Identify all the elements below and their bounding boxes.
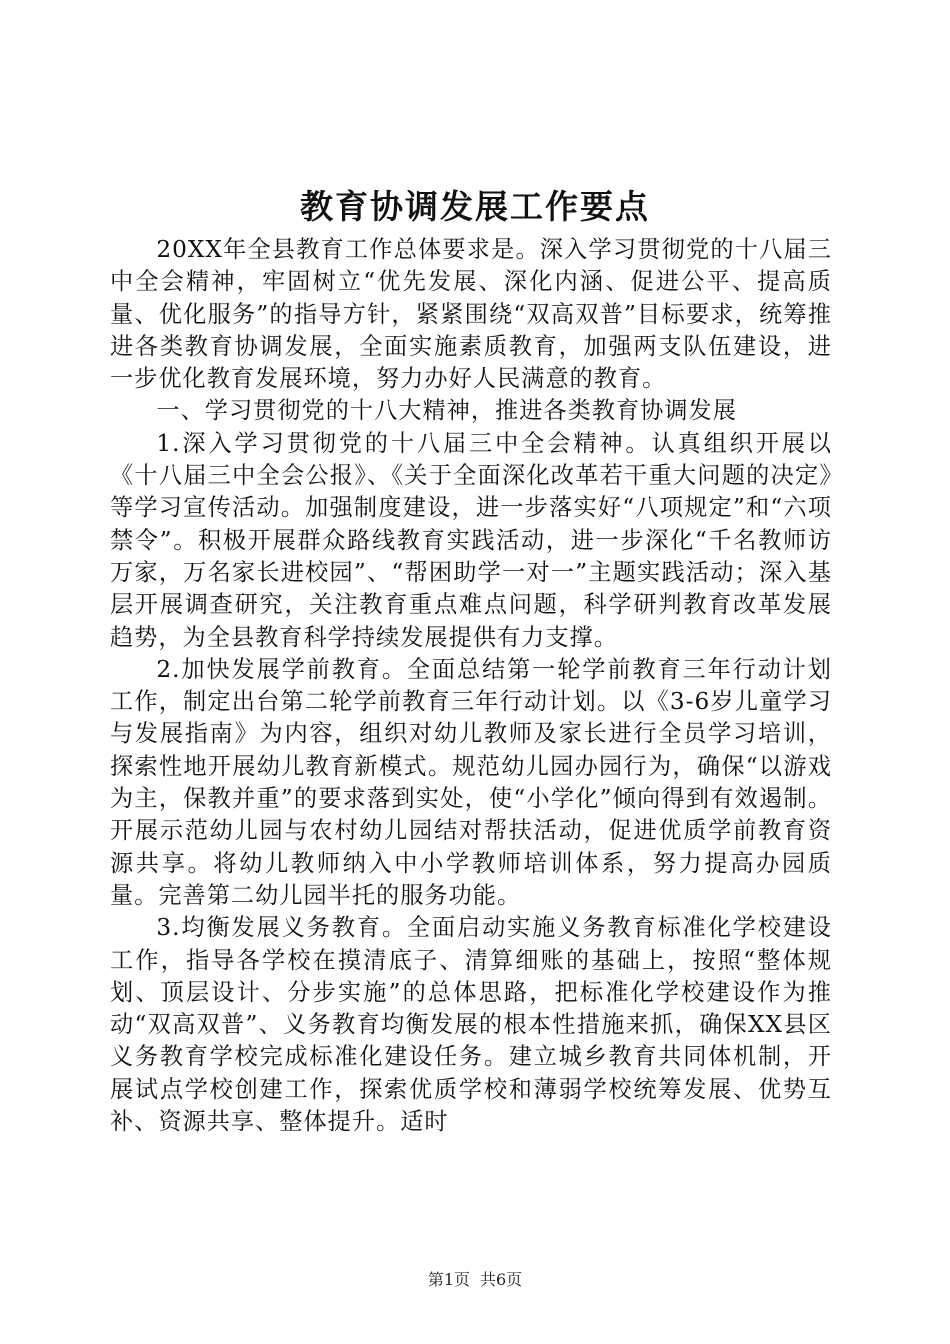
document-body <box>110 234 832 1138</box>
paragraph-item-3: 3.均衡发展义务教育。全面启动实施义务教育标准化学校建设工作，指导各学校在摸清底子、清算细账的基础上，按照“整体规划、顶层设计、分步实施”的总体思路，把标准化学校建设作为推动“双高双普”、义务教育均衡发展的根本性措施来抓，确保XX县区义务教育学校完成标准化建设任务。建立城乡教育共同体机制，开展试点学校创建工作，探索优质学校和薄弱学校统筹发展、优势互补、资源共享、整体提升。适时 <box>110 914 832 1136</box>
document-title: 教育协调发展工作要点 <box>300 187 650 226</box>
paragraph-item-1: 1.深入学习贯彻党的十八届三中全会精神。认真组织开展以《十八届三中全会公报》、《关于全面深化改革若干重大问题的决定》等学习宣传活动。加强制度建设，进一步落实好“八项规定”和“六项禁令”。积极开展群众路线教育实践活动，进一步深化“千名教师访万家，万名家长进校园”、“帮困助学一对一”主题实践活动；深入基层开展调查研究，关注教育重点难点问题，科学研判教育改革发展趋势，为全县教育科学持续发展提供有力支撑。 <box>110 429 832 651</box>
section-heading-1: 一、学习贯彻党的十八大精神，推进各类教育协调发展 <box>156 397 737 425</box>
paragraph-intro: 20XX年全县教育工作总体要求是。深入学习贯彻党的十八届三中全会精神，牢固树立“优先发展、深化内涵、促进公平、提高质量、优化服务”的指导方针，紧紧围绕“双高双普”目标要求，统筹推进各类教育协调发展，全面实施素质教育，加强两支队伍建设，进一步优化教育发展环境，努力办好人民满意的教育。 <box>110 236 832 393</box>
page-footer <box>0 1268 950 1292</box>
paragraph-item-2: 2.加快发展学前教育。全面总结第一轮学前教育三年行动计划工作，制定出台第二轮学前教育三年行动计划。以《3-6岁儿童学习与发展指南》为内容，组织对幼儿教师及家长进行全员学习培训，探索性地开展幼儿教育新模式。规范幼儿园办园行为，确保“以游戏为主，保教并重”的要求落到实处，使“小学化”倾向得到有效遏制。开展示范幼儿园与农村幼儿园结对帮扶活动，促进优质学前教育资源共享。将幼儿教师纳入中小学教师培训体系，努力提高办园质量。完善第二幼儿园半托的服务功能。 <box>110 655 832 909</box>
page-number: 第1页 <box>427 1270 470 1289</box>
page-total: 共6页 <box>480 1270 523 1289</box>
